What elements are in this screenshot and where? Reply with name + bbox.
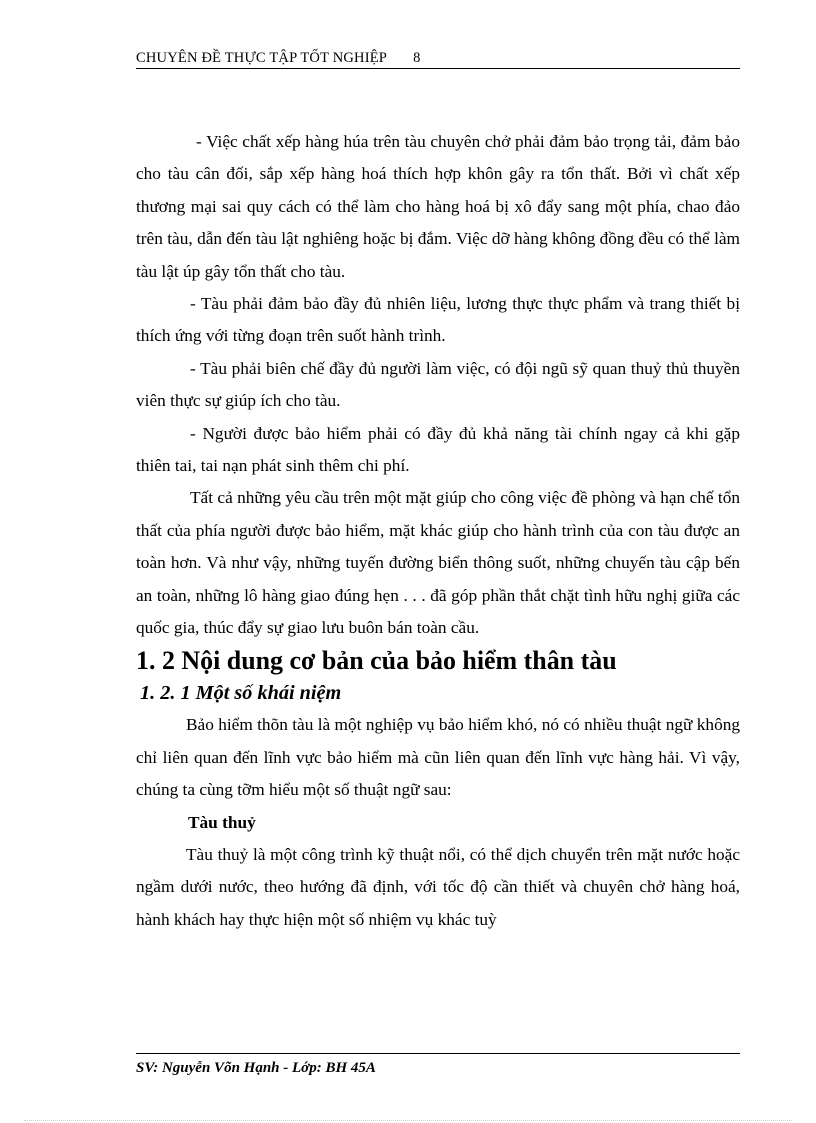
document-body — [136, 126, 740, 936]
paragraph-finance: - Người được bảo hiểm phải có đầy đủ khả năng tài chính ngay cả khi gặp thiên tai, tai nạn phát sinh thêm chi phí. — [136, 423, 740, 476]
section-heading: 1. 2 Nội dung cơ bản của bảo hiểm thân tàu — [136, 645, 617, 675]
paragraph-cargo-stowage: - Việc chất xếp hàng húa trên tàu chuyên chở phải đảm bảo trọng tải, đảm bảo cho tàu cân đối, sắp xếp hàng hoá thích hợp khôn gây ra tổn thất. Bởi vì chất xếp thương mại sai quy cách có thể làm cho hàng hoá bị xô đẩy sang một phía, chao đảo trên tàu, dẫn đến tàu lật nghiêng hoặc bị đắm. Việc dỡ hàng không đồng đều có thể làm tàu lật úp gây tổn thất cho tàu. — [136, 132, 740, 281]
subsection-heading: 1. 2. 1 Một số khái niệm — [140, 681, 342, 704]
paragraph-summary: Tất cả những yêu cầu trên một mặt giúp cho công việc đề phòng và hạn chế tổn thất của phía người được bảo hiểm, mặt khác giúp cho hành trình của con tàu được an toàn hơn. Và như vậy, những tuyến đường biển thông suốt, những chuyến tàu cập bến an toàn, những lô hàng giao đúng hẹn . . . đã góp phần thắt chặt tình hữu nghị giữa các quốc gia, thúc đẩy sự giao lưu buôn bán toàn cầu. — [136, 488, 740, 638]
header-title: CHUYÊN ĐỀ THỰC TẬP TỐT NGHIỆP — [136, 50, 388, 66]
paragraph-crew: - Tàu phải biên chế đầy đủ người làm việc, có đội ngũ sỹ quan thuỷ thủ thuyền viên thực sự giúp ích cho tàu. — [136, 358, 740, 411]
paragraph-concepts-intro: Bảo hiểm thõn tàu là một nghiệp vụ bảo hiểm khó, nó có nhiều thuật ngữ không chỉ liên quan đến lĩnh vực bảo hiểm mà cũn liên quan đến lĩnh vực hàng hải. Vì vậy, chúng ta cùng tỡm hiểu một số thuật ngữ sau: — [136, 715, 740, 800]
page-edge-divider — [24, 1120, 792, 1121]
term-heading: Tàu thuỷ — [188, 812, 256, 832]
paragraph-fuel-supplies: - Tàu phải đảm bảo đầy đủ nhiên liệu, lương thực thực phẩm và trang thiết bị thích ứng với từng đoạn trên suốt hành trình. — [136, 294, 740, 346]
page-header — [136, 48, 740, 69]
page-number: 8 — [413, 50, 421, 66]
paragraph-ship-definition: Tàu thuỷ là một công trình kỹ thuật nổi, có thể dịch chuyển trên mặt nước hoặc ngầm dưới nước, theo hướng đã định, với tốc độ cần thiết và chuyên chở hàng hoá, hành khách hay thực hiện một số nhiệm vụ khác tuỳ — [136, 844, 740, 929]
page-footer — [136, 1053, 740, 1078]
footer-text: SV: Nguyễn Võn Hạnh - Lớp: BH 45A — [136, 1060, 376, 1076]
